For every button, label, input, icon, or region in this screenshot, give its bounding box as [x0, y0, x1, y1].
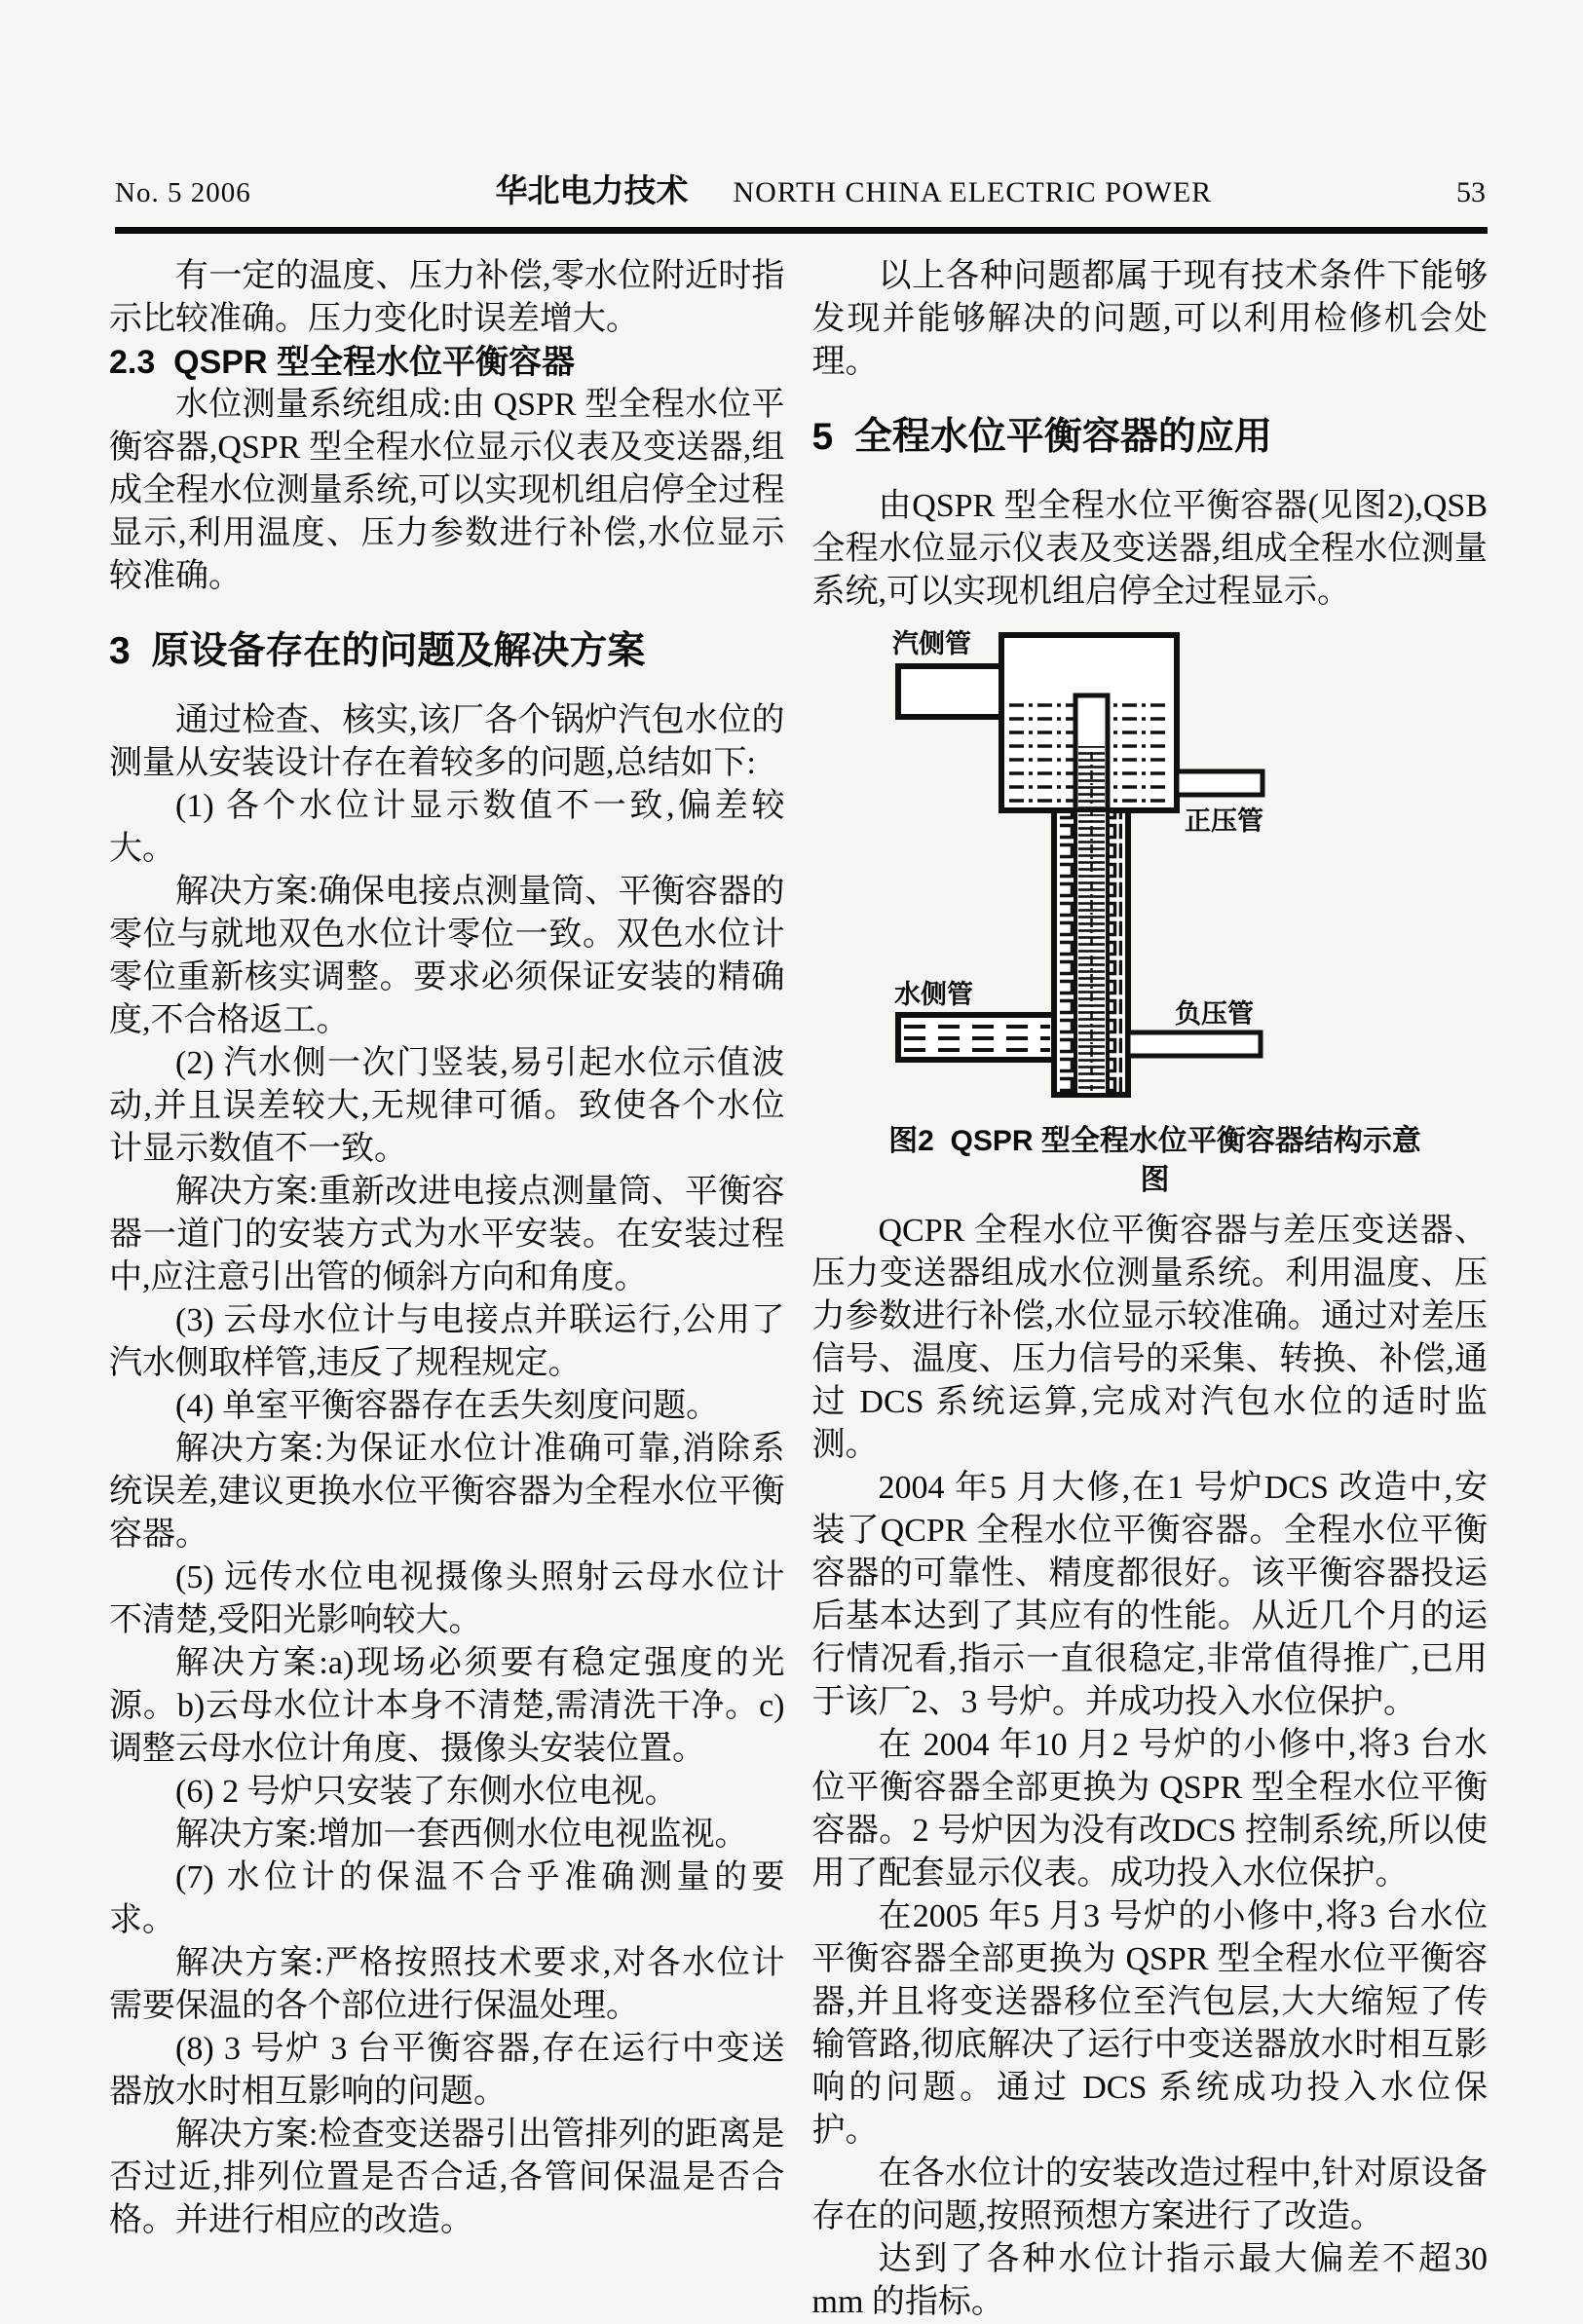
column-left [109, 255, 785, 2324]
paragraph: 由QSPR 型全程水位平衡容器(见图2),QSB 全程水位显示仪表及变送器,组成全程水位测量系统,可以实现机组启停全过程显示。 [811, 488, 1488, 610]
page-number: 53 [1456, 176, 1486, 208]
steam-side-pipe [898, 666, 1003, 717]
figure-caption: 图2 QSPR 型全程水位平衡容器结构示意图 [888, 1125, 1421, 1196]
steam-pipe-label: 汽侧管 [891, 629, 971, 658]
negative-pressure-pipe [1128, 1032, 1261, 1056]
paragraph: 解决方案:重新改进电接点测量筒、平衡容器一道门的安装方式为水平安装。在安装过程中,应注意引出管的倾斜方向和角度。 [109, 1174, 785, 1295]
figure-qspr-balance-vessel [883, 627, 1428, 1200]
paragraph: (1) 各个水位计显示数值不一致,偏差较大。 [109, 788, 785, 867]
paragraph: 解决方案:检查变送器引出管排列的距离是否过近,排列位置是否合适,各管间保温是否合格。并进行相应的改造。 [109, 2117, 785, 2238]
two-column-body [0, 255, 1583, 2324]
header-rule [115, 227, 1488, 234]
section-heading: 3 原设备存在的问题及解决方案 [109, 630, 646, 672]
paragraph: QCPR 全程水位平衡容器与差压变送器、压力变送器组成水位测量系统。利用温度、压力参数进行补偿,水位显示较准确。通过对差压信号、温度、压力信号的采集、转换、补偿,通过 DCS 系统运算,完成对汽包水位的适时监测。 [811, 1213, 1488, 1463]
paragraph: 水位测量系统组成:由 QSPR 型全程水位平衡容器,QSPR 型全程水位显示仪表及变送器,组成全程水位测量系统,可以实现机组启停全过程显示,利用温度、压力参数进行补偿,水位显示较准确。 [109, 387, 785, 594]
qspr-structure-diagram [883, 627, 1428, 1114]
paragraph: (6) 2 号炉只安装了东侧水位电视。 [175, 1774, 678, 1810]
paragraph: 在 2004 年10 月2 号炉的小修中,将3 台水位平衡容器全部更换为 QSPR 型全程水位平衡容器。2 号炉因为没有改DCS 控制系统,所以使用了配套显示仪表。成功投入水位保护。 [811, 1727, 1488, 1892]
journal-title-cn: 华北电力技术 [495, 172, 689, 208]
paragraph: 解决方案:增加一套西侧水位电视监视。 [175, 1817, 748, 1853]
paragraph: (7) 水位计的保温不合乎准确测量的要求。 [109, 1859, 785, 1938]
down-tube-ladder-left [1060, 813, 1074, 1092]
paragraph: 达到了各种水位计指示最大偏差不超30 mm 的指标。 [811, 2241, 1488, 2320]
paragraph: 解决方案:为保证水位计准确可靠,消除系统误差,建议更换水位平衡容器为全程水位平衡容器。 [109, 1431, 785, 1553]
paragraph: (3) 云母水位计与电接点并联运行,公用了汽水侧取样管,违反了规程规定。 [109, 1302, 785, 1381]
paragraph: (8) 3 号炉 3 台平衡容器,存在运行中变送器放水时相互影响的问题。 [109, 2031, 785, 2110]
column-right [812, 255, 1489, 2324]
positive-pressure-pipe-label: 正压管 [1184, 806, 1263, 836]
section-heading: 5 全程水位平衡容器的应用 [811, 416, 1272, 458]
paragraph: (5) 远传水位电视摄像头照射云母水位计不清楚,受阳光影响较大。 [109, 1559, 785, 1638]
page-header [0, 0, 1583, 211]
water-pipe-label: 水侧管 [893, 980, 973, 1009]
paragraph: 在各水位计的安装改造过程中,针对原设备存在的问题,按照预想方案进行了改造。 [811, 2155, 1488, 2234]
issue-number: No. 5 2006 [115, 177, 251, 208]
paragraph: 解决方案:确保电接点测量筒、平衡容器的零位与就地双色水位计零位一致。双色水位计零位重新核实调整。要求必须保证安装的精确度,不合格返工。 [109, 874, 785, 1038]
paragraph: 在2005 年5 月3 号炉的小修中,将3 台水位平衡容器全部更换为 QSPR 型全程水位平衡容器,并且将变送器移位至汽包层,大大缩短了传输管路,彻底解决了运行中变送器放水时相互影响的问题。通过 DCS 系统成功投入水位保护。 [811, 1898, 1488, 2149]
paragraph: 通过检查、核实,该厂各个锅炉汽包水位的测量从安装设计存在着较多的问题,总结如下: [109, 702, 785, 781]
down-tube-ladder-right [1108, 813, 1122, 1092]
paragraph: 解决方案:a)现场必须要有稳定强度的光源。b)云母水位计本身不清楚,需清洗干净。c)调整云母水位计角度、摄像头安装位置。 [109, 1645, 785, 1767]
paragraph: 有一定的温度、压力补偿,零水位附近时指示比较准确。压力变化时误差增大。 [109, 258, 785, 337]
paragraph: (2) 汽水侧一次门竖装,易引起水位示值波动,并且误差较大,无规律可循。致使各个水位计显示数值不一致。 [109, 1045, 785, 1167]
journal-title-en: NORTH CHINA ELECTRIC POWER [733, 176, 1213, 208]
positive-pressure-pipe [1177, 771, 1263, 795]
paragraph: (4) 单室平衡容器存在丢失刻度问题。 [175, 1388, 720, 1424]
paragraph: 2004 年5 月大修,在1 号炉DCS 改造中,安装了QCPR 全程水位平衡容器。全程水位平衡容器的可靠性、精度都很好。该平衡容器投运后基本达到了其应有的性能。从近几个月的运行情况看,指示一直很稳定,非常值得推广,已用于该厂2、3 号炉。并成功投入水位保护。 [811, 1470, 1488, 1720]
subsection-heading: 2.3 QSPR 型全程水位平衡容器 [109, 344, 575, 381]
paragraph: 以上各种问题都属于现有技术条件下能够发现并能够解决的问题,可以利用检修机会处理。 [811, 258, 1488, 380]
paragraph: 解决方案:严格按照技术要求,对各水位计需要保温的各个部位进行保温处理。 [109, 1945, 785, 2024]
negative-pressure-pipe-label: 负压管 [1174, 999, 1254, 1029]
